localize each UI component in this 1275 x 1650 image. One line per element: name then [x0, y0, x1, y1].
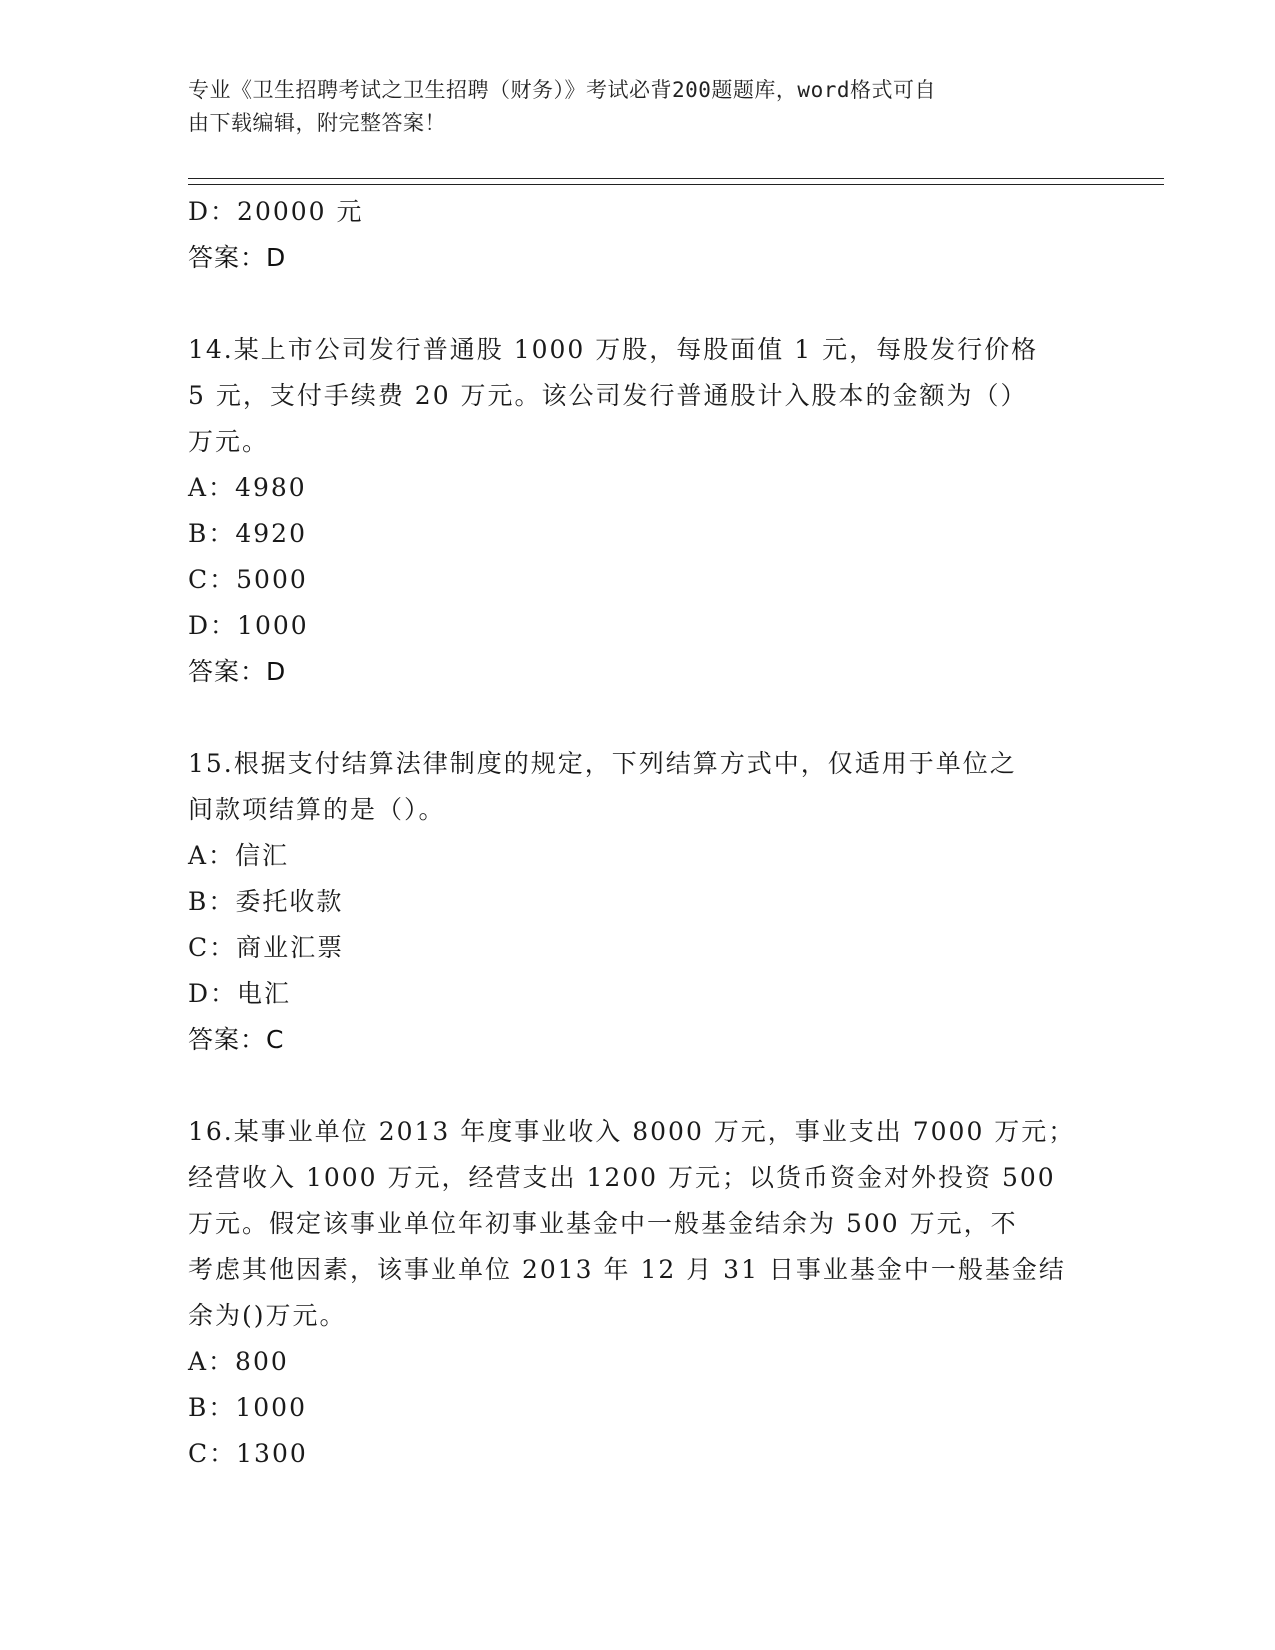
header-divider-top	[188, 178, 1164, 179]
answer-line: 答案：C	[188, 1025, 285, 1054]
question-text-line: 5 元，支付手续费 20 万元。该公司发行普通股计入股本的金额为（）	[188, 381, 1028, 410]
header-line-2: 由下载编辑，附完整答案！	[188, 111, 446, 135]
option-c: C：1300	[188, 1439, 308, 1468]
answer-line: 答案：D	[188, 657, 287, 686]
header-line-1: 专业《卫生招聘考试之卫生招聘（财务）》考试必背200题题库，word格式可自	[188, 78, 936, 102]
question-15	[188, 741, 1088, 1063]
spacer	[188, 1063, 1088, 1109]
question-16	[188, 1109, 1088, 1477]
question-text-line: 14.某上市公司发行普通股 1000 万股，每股面值 1 元，每股发行价格	[188, 335, 1039, 364]
question-text-line: 万元。假定该事业单位年初事业基金中一般基金结余为 500 万元，不	[188, 1209, 1018, 1238]
header-divider-bottom	[188, 184, 1164, 185]
question-text-line: 考虑其他因素，该事业单位 2013 年 12 月 31 日事业基金中一般基金结	[188, 1255, 1066, 1284]
spacer	[188, 695, 1088, 741]
option-b: B：1000	[188, 1393, 307, 1422]
option-d: D：电汇	[188, 979, 292, 1008]
question-text-line: 经营收入 1000 万元，经营支出 1200 万元；以货币资金对外投资 500	[188, 1163, 1056, 1192]
spacer	[188, 281, 1088, 327]
question-content	[188, 189, 1088, 1477]
answer-line: 答案：D	[188, 243, 287, 272]
question-text-line: 间款项结算的是（）。	[188, 795, 446, 824]
question-text-line: 余为()万元。	[188, 1301, 347, 1330]
option-d: D：20000 元	[188, 197, 364, 226]
option-b: B：委托收款	[188, 887, 344, 916]
question-14	[188, 327, 1088, 695]
option-a: A：信汇	[188, 841, 290, 870]
option-a: A：800	[188, 1347, 289, 1376]
option-c: C：商业汇票	[188, 933, 345, 962]
question-text-line: 万元。	[188, 427, 270, 456]
option-c: C：5000	[188, 565, 308, 594]
option-b: B：4920	[188, 519, 307, 548]
document-header	[188, 74, 1068, 140]
option-d: D：1000	[188, 611, 309, 640]
option-a: A：4980	[188, 473, 307, 502]
question-text-line: 15.根据支付结算法律制度的规定，下列结算方式中，仅适用于单位之	[188, 749, 1017, 778]
question-text-line: 16.某事业单位 2013 年度事业收入 8000 万元，事业支出 7000 万元；	[188, 1117, 1076, 1146]
